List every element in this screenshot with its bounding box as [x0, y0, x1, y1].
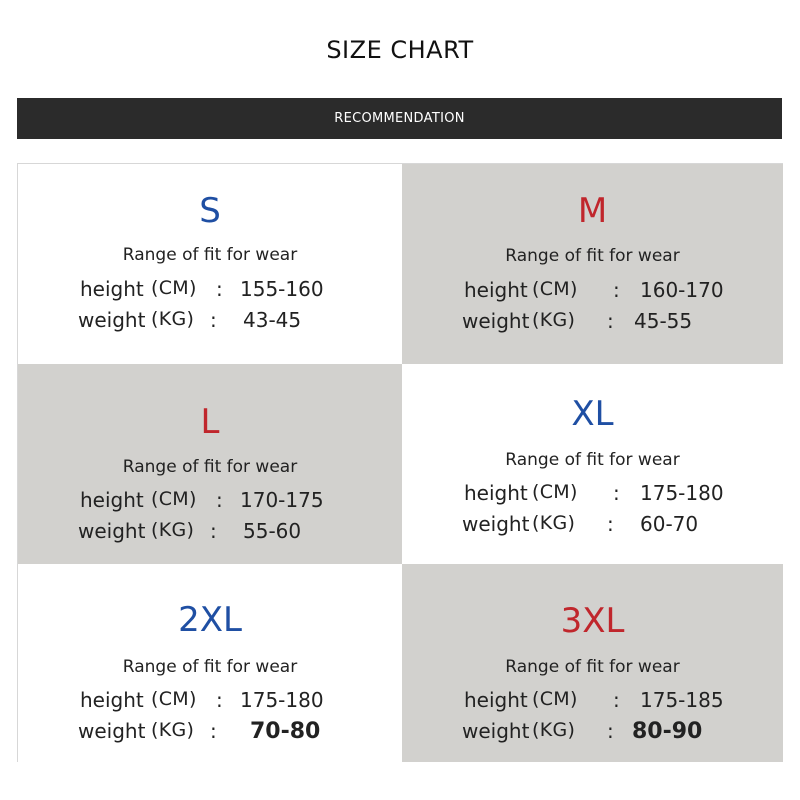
height-value: 175-180	[240, 688, 324, 712]
height-row	[402, 481, 783, 507]
weight-unit: (KG)	[151, 308, 195, 330]
weight-unit: (KG)	[532, 719, 576, 741]
size-card-2xl	[18, 564, 402, 762]
height-row	[18, 688, 402, 714]
weight-label: weight	[462, 309, 530, 333]
size-label: XL	[571, 394, 614, 434]
fit-caption: Range of fit for wear	[122, 457, 298, 477]
size-card-3xl	[402, 564, 783, 762]
height-label: height	[464, 688, 528, 712]
height-unit: (CM)	[532, 481, 578, 503]
separator: :	[210, 308, 217, 332]
weight-value: 60-70	[640, 512, 699, 536]
separator: :	[607, 719, 614, 743]
size-card-s	[18, 164, 402, 364]
height-row	[18, 488, 402, 514]
separator: :	[607, 309, 614, 333]
separator: :	[216, 277, 223, 301]
height-value: 160-170	[640, 278, 724, 302]
weight-label: weight	[462, 512, 530, 536]
weight-value: 43-45	[243, 308, 302, 332]
height-value: 170-175	[240, 488, 324, 512]
weight-row	[402, 512, 783, 538]
separator: :	[210, 719, 217, 743]
height-label: height	[80, 688, 144, 712]
weight-unit: (KG)	[151, 519, 195, 541]
height-unit: (CM)	[151, 277, 197, 299]
height-label: height	[80, 277, 144, 301]
weight-row	[402, 719, 783, 745]
fit-caption: Range of fit for wear	[505, 657, 680, 677]
height-unit: (CM)	[151, 488, 197, 510]
weight-unit: (KG)	[151, 719, 195, 741]
height-row	[18, 277, 402, 303]
size-card-xl	[402, 364, 783, 564]
recommendation-banner: RECOMMENDATION	[17, 98, 782, 139]
weight-unit: (KG)	[532, 512, 576, 534]
separator: :	[613, 688, 620, 712]
weight-value: 55-60	[243, 519, 302, 543]
weight-value: 80-90	[632, 719, 703, 744]
height-label: height	[464, 278, 528, 302]
height-label: height	[80, 488, 144, 512]
page-title: SIZE CHART	[326, 36, 474, 64]
size-card-l	[18, 364, 402, 564]
separator: :	[216, 688, 223, 712]
weight-label: weight	[78, 308, 146, 332]
weight-value: 70-80	[250, 719, 321, 744]
size-label: 2XL	[178, 600, 242, 640]
weight-row	[18, 519, 402, 545]
height-value: 175-180	[640, 481, 724, 505]
fit-caption: Range of fit for wear	[122, 657, 298, 677]
size-grid	[17, 163, 783, 762]
weight-label: weight	[78, 519, 146, 543]
weight-row	[402, 309, 783, 335]
separator: :	[607, 512, 614, 536]
weight-row	[18, 308, 402, 334]
separator: :	[613, 278, 620, 302]
weight-row	[18, 719, 402, 745]
fit-caption: Range of fit for wear	[505, 246, 680, 266]
weight-label: weight	[462, 719, 530, 743]
separator: :	[613, 481, 620, 505]
height-unit: (CM)	[532, 688, 578, 710]
weight-value: 45-55	[634, 309, 693, 333]
height-unit: (CM)	[532, 278, 578, 300]
height-unit: (CM)	[151, 688, 197, 710]
separator: :	[216, 488, 223, 512]
size-label: L	[200, 402, 220, 442]
height-value: 155-160	[240, 277, 324, 301]
height-row	[402, 278, 783, 304]
weight-unit: (KG)	[532, 309, 576, 331]
size-label: M	[577, 191, 608, 231]
size-card-m	[402, 164, 783, 364]
size-label: 3XL	[560, 601, 625, 641]
separator: :	[210, 519, 217, 543]
height-value: 175-185	[640, 688, 724, 712]
weight-label: weight	[78, 719, 146, 743]
fit-caption: Range of fit for wear	[122, 245, 298, 265]
height-row	[402, 688, 783, 714]
fit-caption: Range of fit for wear	[505, 450, 680, 470]
size-label: S	[199, 191, 221, 231]
height-label: height	[464, 481, 528, 505]
